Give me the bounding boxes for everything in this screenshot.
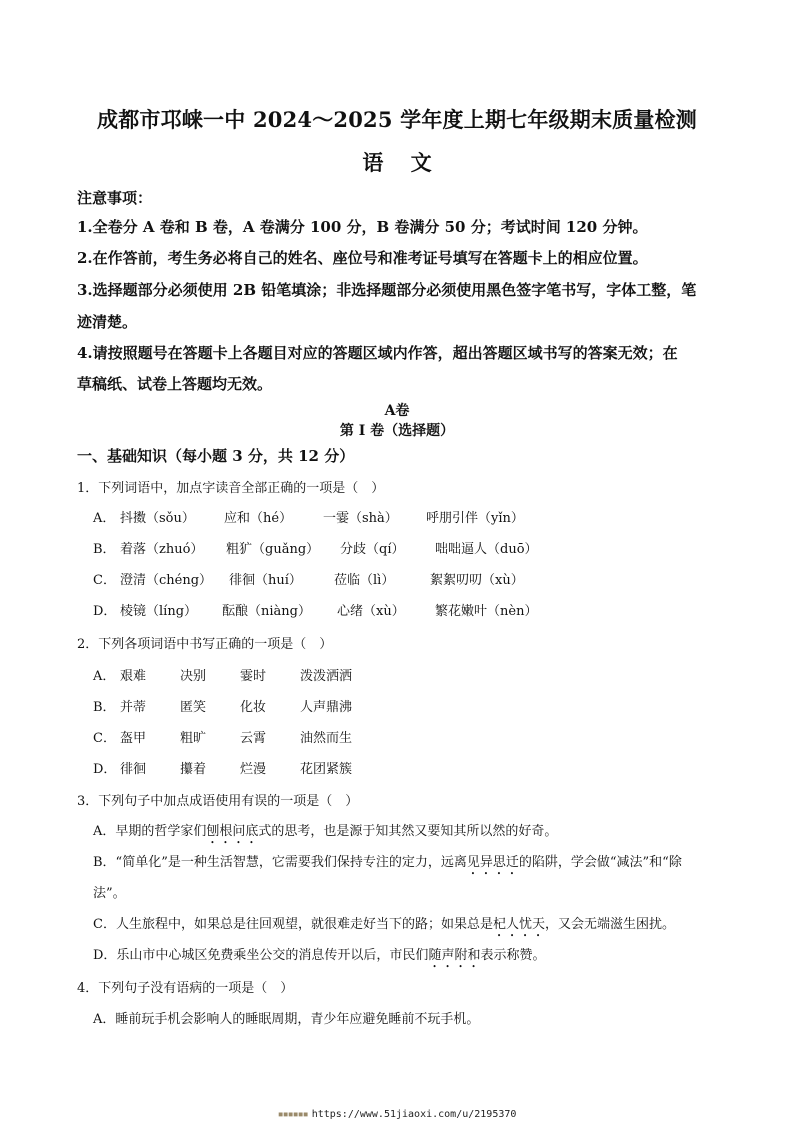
q2-option-a-item: 艰难 (120, 669, 147, 684)
q2-stem: 2．下列各项词语中书写正确的一项是（ ） (77, 637, 333, 652)
q1-option-c-item: 徘徊（huí） (229, 573, 302, 588)
q2-option-d-letter: D． (93, 762, 117, 777)
q3-option-a: A．早期的哲学家们刨根问底式的思考，也是源于知其然又要知其所以然的好奇。 (93, 824, 558, 839)
q2-option-b-item: 并蒂 (120, 700, 147, 715)
q1-option-a-letter: A． (93, 511, 116, 526)
footer-watermark (0, 1109, 794, 1120)
q1-option-d-letter: D． (93, 604, 117, 619)
q2-option-c-item: 油然而生 (300, 731, 353, 746)
q3-option-b-cont: 法”。 (93, 886, 126, 901)
q1-option-a-item: 抖擞（sǒu） (120, 511, 195, 526)
q2-option-b-letter: B． (93, 700, 116, 715)
q2-option-a-letter: A． (93, 669, 116, 684)
q1-option-d-item: 心绪（xù） (337, 604, 405, 619)
volume-label: A卷 (384, 403, 410, 419)
q1-option-d-item: 繁花嫩叶（nèn） (435, 604, 538, 619)
exam-title: 成都市邛崃一中 2024～2025 学年度上期七年级期末质量检测 (97, 107, 697, 132)
q1-option-b-item: 着落（zhuó） (120, 542, 204, 557)
footer-url[interactable]: https://www.51jiaoxi.com/u/2195370 (311, 1109, 517, 1120)
q1-option-d-item: 棱镜（líng） (120, 604, 198, 619)
q1-option-a-item: 应和（hé） (224, 511, 293, 526)
q2-option-b-item: 人声鼎沸 (300, 700, 353, 715)
q2-option-a-item: 泼泼洒洒 (300, 669, 353, 684)
notice-item-1: 1.全卷分 A 卷和 B 卷，A 卷满分 100 分，B 卷满分 50 分；考试时间 120 分钟。 (77, 218, 648, 236)
q3-option-d-idiom: 随声附和 (428, 948, 481, 963)
q2-option-b-item: 匿笑 (180, 700, 207, 715)
q3-option-a-idiom: 刨根问底 (206, 824, 259, 839)
q1-option-b-item: 分歧（qí） (340, 542, 405, 557)
q3-option-d: D．乐山市中心城区免费乘坐公交的消息传开以后，市民们随声附和表示称赞。 (93, 948, 546, 963)
part-label: 第 I 卷（选择题） (339, 423, 455, 439)
q1-option-c-letter: C． (93, 573, 116, 588)
q3-stem: 3．下列句子中加点成语使用有误的一项是（ ） (77, 794, 359, 809)
q2-option-d-item: 花团紧簇 (300, 762, 353, 777)
q1-option-b-item: 粗犷（guǎng） (226, 542, 320, 557)
q1-stem: 1．下列词语中，加点字读音全部正确的一项是（ ） (77, 481, 385, 496)
q1-option-c-item: 澄清（chéng） (120, 573, 213, 588)
section-heading: 一、基础知识（每小题 3 分，共 12 分） (77, 447, 355, 465)
q2-option-c-item: 盔甲 (120, 731, 147, 746)
q3-option-c-idiom: 杞人忧天 (492, 917, 545, 932)
notice-heading: 注意事项： (77, 189, 153, 207)
q1-option-c-item: 絮絮叨叨（xù） (430, 573, 524, 588)
q3-option-b-idiom: 见异思迁 (466, 855, 519, 870)
q1-option-b-letter: B． (93, 542, 116, 557)
q2-option-c-item: 云霄 (240, 731, 267, 746)
q1-option-c-item: 莅临（lì） (334, 573, 395, 588)
q2-option-a-item: 决别 (180, 669, 207, 684)
q2-option-d-item: 攥着 (180, 762, 207, 777)
q1-option-a-item: 一霎（shà） (323, 511, 398, 526)
notice-item-3-cont: 迹清楚。 (77, 313, 138, 331)
q3-option-c: C．人生旅程中，如果总是往回观望，就很难走好当下的路；如果总是杞人忧天，又会无端滋生困扰。 (93, 917, 675, 932)
q2-option-c-item: 粗旷 (180, 731, 207, 746)
notice-item-3: 3.选择题部分必须使用 2B 铅笔填涂；非选择题部分必须使用黑色签字笔书写，字体工整，笔 (77, 281, 697, 299)
q4-stem: 4．下列句子没有语病的一项是（ ） (77, 981, 294, 996)
q1-option-a-item: 呼朋引伴（yǐn） (426, 511, 524, 526)
notice-item-4: 4.请按照题号在答题卡上各题目对应的答题区域内作答，超出答题区域书写的答案无效；在 (77, 344, 678, 362)
q2-option-d-item: 徘徊 (120, 762, 147, 777)
subject-title: 语 文 (362, 150, 442, 175)
q4-option-a: A．睡前玩手机会影响人的睡眠周期，青少年应避免睡前不玩手机。 (93, 1012, 480, 1027)
q1-option-d-item: 酝酿（niàng） (222, 604, 311, 619)
notice-item-4-cont: 草稿纸、试卷上答题均无效。 (77, 375, 273, 393)
q2-option-a-item: 霎时 (240, 669, 267, 684)
q3-option-b: B．“简单化”是一种生活智慧，它需要我们保持专注的定力，远离见异思迁的陷阱，学会做“减法”和“除 (93, 855, 682, 870)
q2-option-d-item: 烂漫 (240, 762, 267, 777)
q2-option-c-letter: C． (93, 731, 116, 746)
watermark-marks: ▪▪▪▪▪▪ (277, 1109, 308, 1120)
q2-option-b-item: 化妆 (240, 700, 267, 715)
notice-item-2: 2.在作答前，考生务必将自己的姓名、座位号和准考证号填写在答题卡上的相应位置。 (77, 249, 648, 267)
q1-option-b-item: 咄咄逼人（duō） (435, 542, 538, 557)
